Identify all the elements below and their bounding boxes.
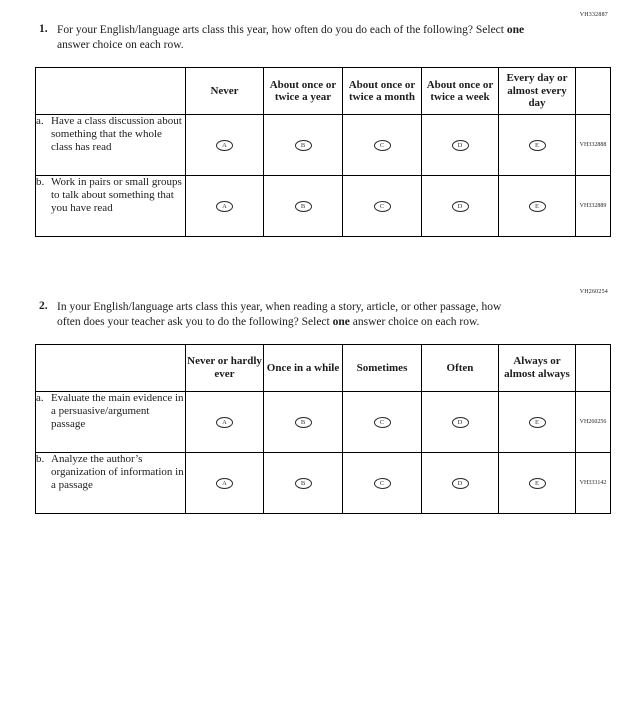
question-1-table	[35, 67, 611, 237]
column-header-week: About once or twice a week	[422, 67, 499, 114]
answer-oval-a[interactable]: A	[216, 478, 233, 489]
option-cell	[343, 452, 422, 513]
table-row-2b	[36, 452, 611, 513]
row-label-cell	[36, 452, 186, 513]
item-code: VH260256	[576, 391, 611, 452]
column-header-month: About once or twice a month	[343, 67, 422, 114]
question-2-table	[35, 344, 611, 514]
answer-oval-c[interactable]: C	[374, 478, 391, 489]
option-cell	[422, 452, 499, 513]
answer-oval-b[interactable]: B	[295, 417, 312, 428]
question-1-text-outro: answer choice on each row.	[57, 38, 184, 51]
item-code: VH333142	[576, 452, 611, 513]
option-cell	[264, 175, 343, 236]
table-row-2a	[36, 391, 611, 452]
question-2-text-bold: one	[332, 315, 350, 328]
option-cell	[499, 175, 576, 236]
row-label-cell	[36, 391, 186, 452]
question-2-stem	[39, 300, 608, 330]
option-cell	[264, 114, 343, 175]
row-letter: b.	[36, 175, 45, 188]
column-header-often: Often	[422, 344, 499, 391]
question-1-text-bold: one	[506, 24, 525, 36]
answer-oval-b[interactable]: B	[295, 201, 312, 212]
option-cell	[499, 452, 576, 513]
answer-oval-c[interactable]: C	[374, 417, 391, 428]
answer-oval-a[interactable]: A	[216, 140, 233, 151]
answer-oval-d[interactable]: D	[452, 140, 469, 151]
column-header-never: Never	[186, 67, 264, 114]
row-label: Evaluate the main evidence in a persuasive/argument passage	[51, 391, 184, 431]
row-label: Work in pairs or small groups to talk about something that you have read	[51, 175, 182, 215]
item-code: VH332888	[576, 114, 611, 175]
option-cell	[499, 114, 576, 175]
option-cell	[343, 391, 422, 452]
question-2	[35, 289, 608, 514]
empty-code-header-cell	[576, 67, 611, 114]
answer-oval-e[interactable]: E	[529, 140, 546, 151]
table-row-1a	[36, 114, 611, 175]
question-1-text	[57, 23, 525, 53]
option-cell	[422, 175, 499, 236]
column-header-once-while: Once in a while	[264, 344, 343, 391]
table-row-1b	[36, 175, 611, 236]
row-letter: a.	[36, 114, 44, 127]
option-cell	[343, 175, 422, 236]
answer-oval-c[interactable]: C	[374, 201, 391, 212]
answer-oval-e[interactable]: E	[529, 201, 546, 212]
answer-oval-a[interactable]: A	[216, 417, 233, 428]
column-header-never-hardly: Never or hardly ever	[186, 344, 264, 391]
option-cell	[186, 175, 264, 236]
question-2-text-outro: answer choice on each row.	[352, 315, 480, 328]
row-label: Analyze the author’s organization of information in a passage	[51, 452, 184, 492]
question-1-stem	[39, 23, 608, 53]
row-label-cell	[36, 114, 186, 175]
option-cell	[422, 391, 499, 452]
column-header-always: Always or almost always	[499, 344, 576, 391]
option-cell	[499, 391, 576, 452]
row-letter: a.	[36, 391, 44, 404]
answer-oval-c[interactable]: C	[374, 140, 391, 151]
empty-header-cell	[36, 344, 186, 391]
empty-code-header-cell	[576, 344, 611, 391]
item-code: VH332889	[576, 175, 611, 236]
header-row	[36, 344, 611, 391]
column-header-year: About once or twice a year	[264, 67, 343, 114]
answer-oval-d[interactable]: D	[452, 201, 469, 212]
answer-oval-e[interactable]: E	[529, 417, 546, 428]
row-letter: b.	[36, 452, 45, 465]
option-cell	[422, 114, 499, 175]
answer-oval-b[interactable]: B	[295, 478, 312, 489]
row-label-cell	[36, 175, 186, 236]
question-1-number: 1.	[39, 23, 48, 35]
question-2-text	[57, 300, 525, 330]
question-2-code: VH260254	[579, 288, 608, 295]
column-header-sometimes: Sometimes	[343, 344, 422, 391]
header-row	[36, 67, 611, 114]
option-cell	[343, 114, 422, 175]
answer-oval-d[interactable]: D	[452, 417, 469, 428]
question-2-text-intro: In your English/language arts class this year, when reading a story, article, or other passage, how often does your teacher ask you to do the following? Select	[57, 300, 502, 328]
option-cell	[264, 391, 343, 452]
question-2-number: 2.	[39, 299, 48, 312]
empty-header-cell	[36, 67, 186, 114]
option-cell	[264, 452, 343, 513]
question-1-code: VH332887	[579, 12, 608, 18]
answer-oval-b[interactable]: B	[295, 140, 312, 151]
option-cell	[186, 452, 264, 513]
answer-oval-d[interactable]: D	[452, 478, 469, 489]
answer-oval-a[interactable]: A	[216, 201, 233, 212]
answer-oval-e[interactable]: E	[529, 478, 546, 489]
option-cell	[186, 114, 264, 175]
row-label: Have a class discussion about something that the whole class has read	[51, 114, 182, 154]
question-1	[35, 12, 608, 237]
question-1-text-intro: For your English/language arts class this year, how often do you do each of the following? Select	[57, 24, 504, 36]
option-cell	[186, 391, 264, 452]
column-header-everyday: Every day or almost every day	[499, 67, 576, 114]
